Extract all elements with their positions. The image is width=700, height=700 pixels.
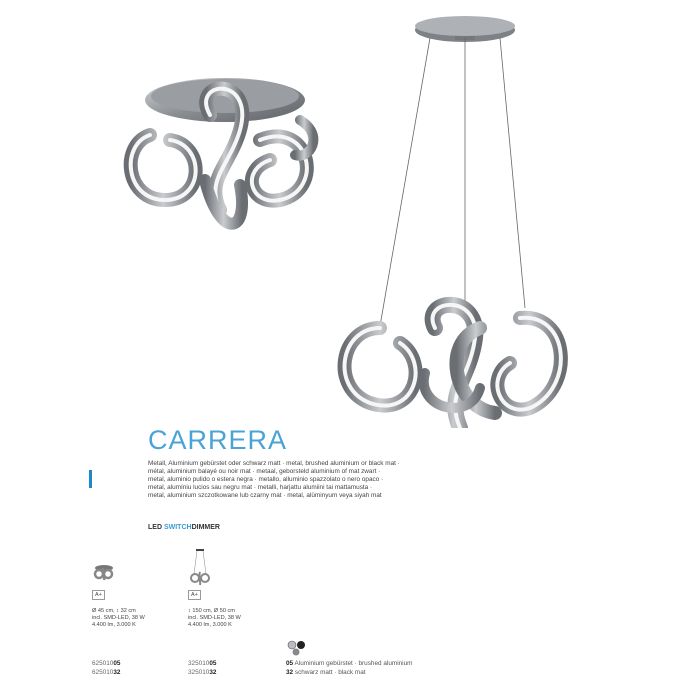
variant-specs: [92, 608, 145, 630]
pendant-lamp-thumbnail: [188, 548, 212, 586]
finish-item: 05 Aluminium gebürstet · brushed aluminium: [286, 660, 413, 667]
article-code: 62501032: [92, 668, 121, 676]
ceiling-lamp-image: [110, 60, 340, 250]
product-description: [148, 460, 508, 500]
finish-item: 32 schwarz matt · black mat: [286, 668, 366, 676]
led-switch: SWITCH: [163, 524, 192, 531]
energy-class-badge: A+: [92, 590, 105, 600]
description-line: metal, aluminium szczotkowane lub czarny mat · metal, alüminyum veya siyah mat: [148, 492, 382, 500]
led-feature: [148, 524, 220, 531]
article-code: 62501005: [92, 660, 121, 667]
energy-class-badge: A+: [188, 590, 201, 600]
variant-lumen: 4.400 lm, 3.000 K: [188, 622, 232, 629]
finish-list: [286, 660, 412, 677]
description-line: metal, aluminio pulido o estera negra · metallo, alluminio spazzolato o nero opaco ·: [148, 476, 384, 484]
variant-dimensions: Ø 45 cm, ↕ 32 cm: [92, 608, 136, 614]
description-line: Metall, Aluminium gebürstet oder schwarz matt · metal, brushed aluminium or black mat ·: [148, 460, 400, 467]
led-suffix: DIMMER: [191, 524, 220, 531]
article-codes: [92, 660, 120, 677]
variant-led: incl. SMD-LED, 38 W: [188, 615, 241, 622]
accent-bar: [89, 470, 92, 488]
product-title: CARRERA: [148, 425, 288, 455]
article-codes: [188, 660, 216, 677]
description-line: métal, aluminium balayé ou noir mat · metaal, geborsteld aluminium of mat zwart ·: [148, 468, 381, 476]
description-line: metal, alumíniu lucios sau negru mat · metalli, harjattu alumiini tai mattamusta ·: [148, 484, 373, 492]
article-code: 32501032: [188, 668, 217, 676]
article-code: 32501005: [188, 660, 217, 667]
color-swatches-icon: [286, 640, 308, 656]
ceiling-lamp-thumbnail: [92, 562, 116, 582]
variant-lumen: 4.400 lm, 3.000 K: [92, 622, 136, 629]
pendant-lamp-image: [320, 8, 600, 428]
variant-dimensions: ↕ 150 cm, Ø 50 cm: [188, 608, 235, 614]
variant-specs: [188, 608, 241, 630]
led-prefix: LED: [148, 524, 164, 531]
variant-led: incl. SMD-LED, 38 W: [92, 615, 145, 622]
